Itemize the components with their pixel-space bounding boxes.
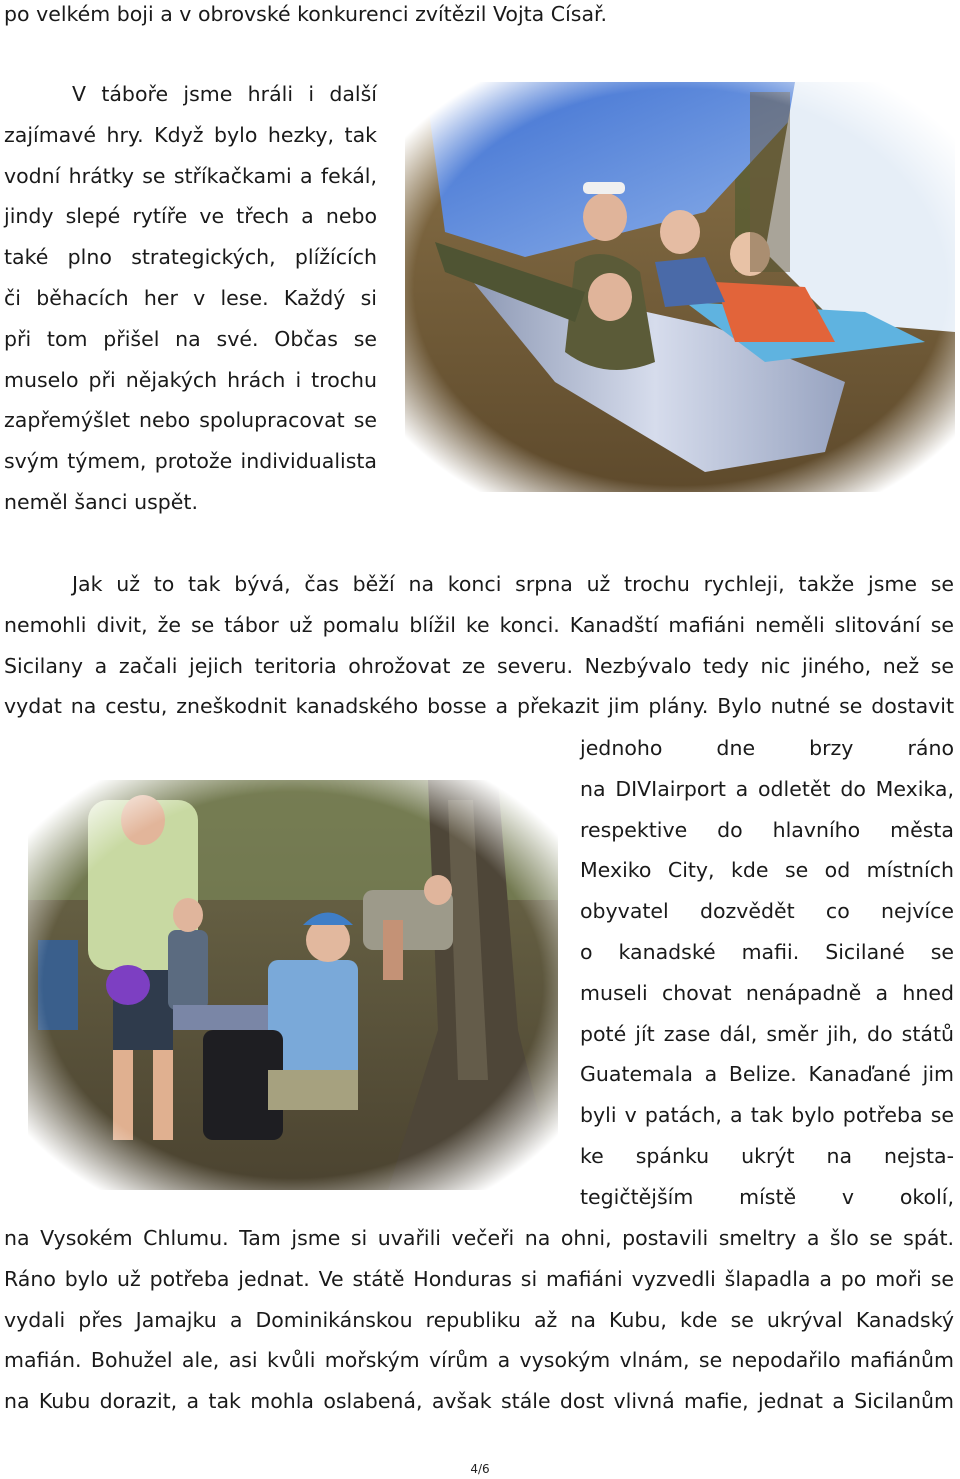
text-line: Guatemala a Belize. Kanaďané jim — [580, 1062, 954, 1087]
text-line: při tom přišel na své. Občas se — [4, 326, 377, 351]
photo-children-under-tarp-icon — [405, 82, 955, 492]
text-line: na Kubu dorazit, a tak mohla oslabená, avšak stále dost vlivná mafie, jednat a Sicilanům — [4, 1389, 954, 1414]
text-line: nemohli divit, že se tábor už pomalu blížil ke konci. Kanadští mafiáni neměli slitování se — [4, 612, 954, 637]
text-line: zapřemýšlet nebo spolupracovat se — [4, 408, 377, 433]
text-line: jindy slepé rytíře ve třech a nebo — [4, 204, 377, 229]
paragraph-story-right-column — [580, 728, 954, 1218]
text-line: tegičtějším místě v okolí, — [580, 1184, 954, 1209]
text-line: Jak už to tak bývá, čas běží na konci srpna už trochu rychleji, takže jsme se — [72, 572, 954, 596]
top-line — [4, 0, 644, 35]
text-line: Ráno bylo už potřeba jednat. Ve státě Honduras si mafiáni vyzvedli šlapadla a po moři se — [4, 1266, 954, 1291]
photo-children-in-forest-icon — [28, 780, 558, 1190]
text-line: muselo při nějakých hrách i trochu — [4, 367, 377, 392]
text-line: museli chovat nenápadně a hned — [580, 980, 954, 1005]
page-number: 4/6 — [470, 1462, 490, 1476]
text-line: na Vysokém Chlumu. Tam jsme si uvařili večeři na ohni, postavili smeltry a šlo se spát. — [4, 1226, 954, 1250]
text-line: Mexiko City, kde se od místních — [580, 858, 954, 883]
text-line: také plno strategických, plížících — [4, 245, 377, 270]
text-line: o kanadské mafii. Sicilané se — [580, 939, 954, 964]
text-line: na DIVIairport a odletět do Mexika, — [580, 776, 954, 801]
text-line: respektive do hlavního města — [580, 817, 954, 842]
text-line: vydat na cestu, zneškodnit kanadského bosse a překazit jim plány. Bylo nutné se dostavit — [4, 694, 954, 719]
text-line: vydali přes Jamajku a Dominikánskou republiku až na Kubu, kde se ukrýval Kanadský — [4, 1307, 954, 1332]
text-line: byli v patách, a tak bylo potřeba se — [580, 1103, 954, 1128]
text-line: V táboře jsme hráli i další — [72, 82, 377, 106]
text-line: jednoho dne brzy ráno — [580, 736, 954, 760]
text-line: Sicilany a začali jejich teritoria ohrožovat ze severu. Nezbývalo tedy nic jiného, než se — [4, 653, 954, 678]
text-line: či běhacích her v lese. Každý si — [4, 285, 377, 310]
paragraph-story-continued — [4, 1218, 954, 1422]
text-line: po velkém boji a v obrovské konkurenci zvítězil Vojta Císař. — [4, 2, 608, 26]
text-line: mafián. Bohužel ale, asi kvůli mořským vírům a vysokým vlnám, se nepodařilo mafiánům — [4, 1348, 954, 1373]
text-line: obyvatel dozvědět co nejvíce — [580, 899, 954, 924]
text-line: poté jít zase dál, směr jih, do států — [580, 1021, 954, 1046]
text-line: neměl šanci uspět. — [4, 489, 198, 514]
text-line: vodní hrátky se stříkačkami a fekál, — [4, 163, 377, 188]
paragraph-games — [4, 74, 377, 523]
paragraph-story-intro — [4, 564, 954, 727]
text-line: zajímavé hry. Když bylo hezky, tak — [4, 122, 377, 147]
text-line: ke spánku ukrýt na nejsta- — [580, 1143, 954, 1168]
text-line: svým týmem, protože individualista — [4, 449, 377, 474]
